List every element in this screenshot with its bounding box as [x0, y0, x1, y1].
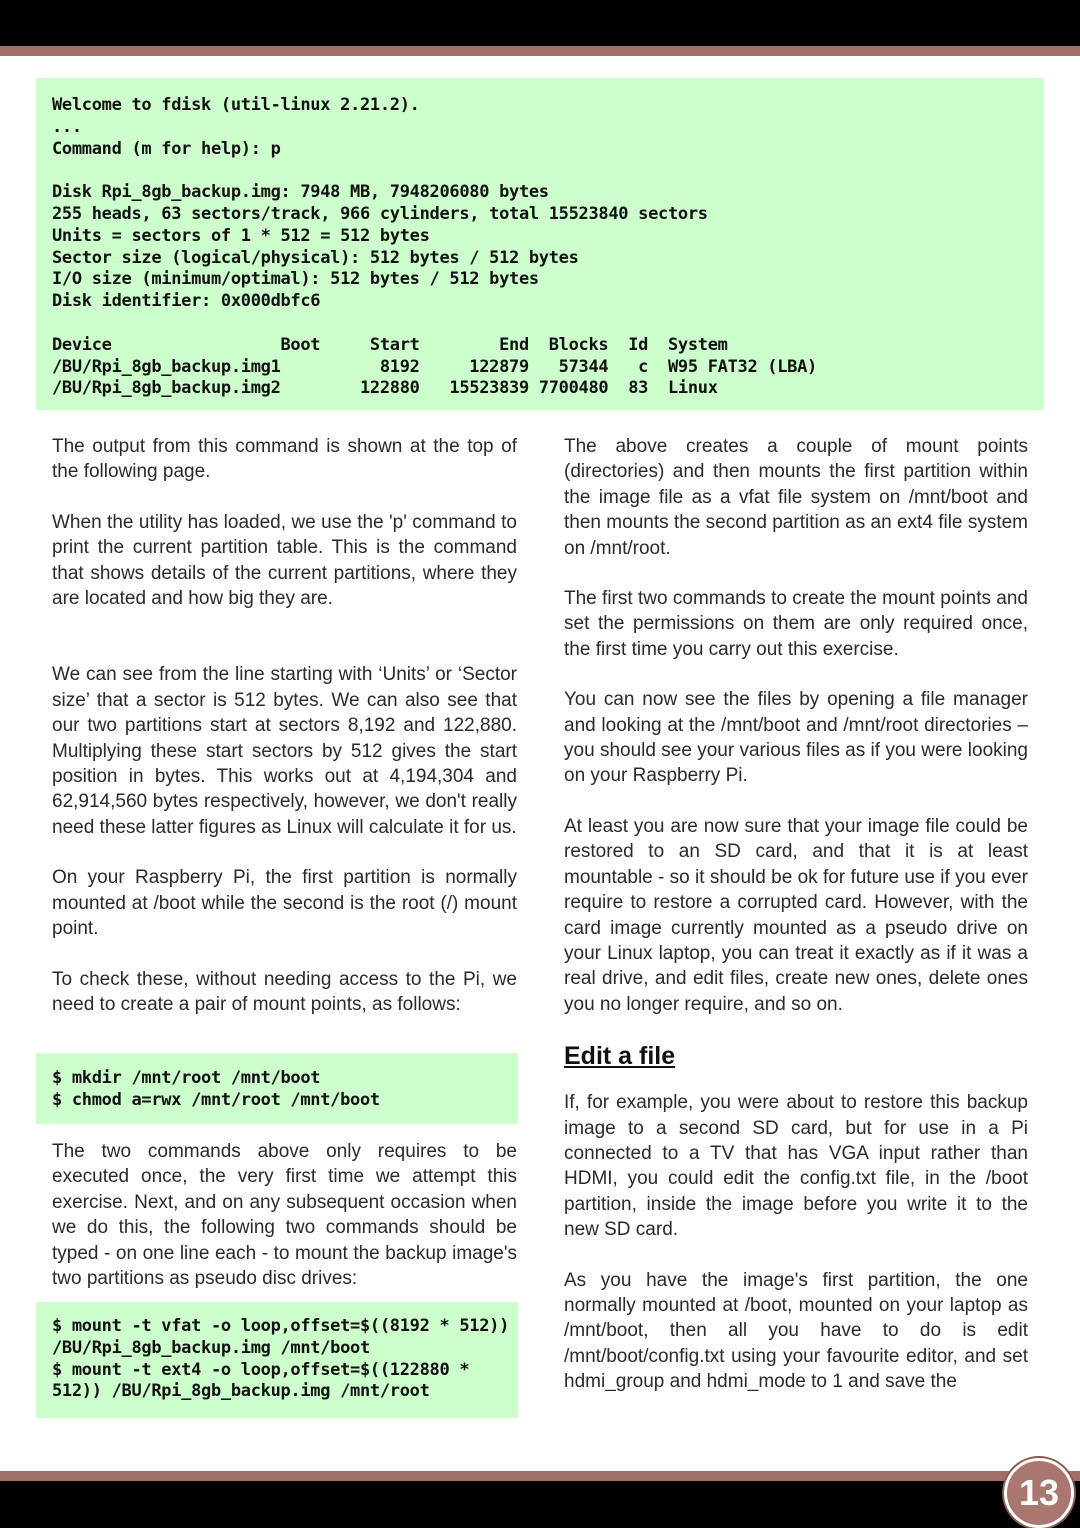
section-heading: Edit a file — [564, 1042, 676, 1071]
paragraph: At least you are now sure that your image file could be restored to an SD card, and that it is at least mountable - so it should be ok for future use if you ever require to restore a corrupted card. However, with the card image currently mounted as a pseudo drive on your Linux laptop, you can treat it exactly as if it was a real drive, and edit files, create new ones, delete ones you no longer require, and so on. — [564, 815, 1028, 1015]
top-accent-stripe — [0, 46, 1080, 56]
left-text-column — [52, 434, 517, 1017]
paragraph: To check these, without needing access to the Pi, we need to create a pair of mount points, as follows: — [52, 968, 517, 1015]
paragraph: We can see from the line starting with ‘Units’ or ‘Sector size’ that a sector is 512 bytes. We can also see that our two partitions start at sectors 8,192 and 122,880. Multiplying these start sectors by 512 gives the start position in bytes. This works out at 4,194,304 and 62,914,560 bytes respectively, however, we don't really need these latter figures as Linux will calculate it for us. — [52, 664, 517, 838]
paragraph: If, for example, you were about to restore this backup image to a second SD card, but for use in a Pi connected to a TV that has VGA input rather than HDMI, you could edit the config.txt file, in the /boot partition, inside the image before you write it to the new SD card. — [564, 1092, 1028, 1241]
paragraph: On your Raspberry Pi, the first partition is normally mounted at /boot while the second is the root (/) mount point. — [52, 867, 517, 940]
right-text-column — [564, 434, 1028, 1395]
paragraph: When the utility has loaded, we use the 'p' command to print the current partition table. This is the command that shows details of the current partitions, where they are located and how big they are. — [52, 511, 517, 610]
top-header-bar — [0, 0, 1080, 46]
paragraph: As you have the image's first partition, the one normally mounted at /boot, mounted on your laptop as /mnt/boot, then all you have to do is edit /mnt/boot/config.txt using your favourite editor, and set hdmi_group and hdmi_mode to 1 and save the — [564, 1269, 1028, 1393]
paragraph: The first two commands to create the mount points and set the permissions on them are only required once, the first time you carry out this exercise. — [564, 588, 1028, 660]
mkdir-code-block: $ mkdir /mnt/root /mnt/boot $ chmod a=rwx /mnt/root /mnt/boot — [36, 1053, 518, 1124]
paragraph: The above creates a couple of mount points (directories) and then mounts the first partition within the image file as a vfat file system on /mnt/boot and then mounts the second partition as an ext4 file system on /mnt/root. — [564, 436, 1028, 559]
page-number-badge: 13 — [1004, 1458, 1074, 1528]
paragraph: The output from this command is shown at the top of the following page. — [52, 436, 517, 483]
left-text-column-lower — [52, 1139, 517, 1291]
bottom-accent-stripe — [0, 1471, 1080, 1481]
paragraph: The two commands above only requires to be executed once, the very first time we attempt this exercise. Next, and on any subsequent occasion when we do this, the following two commands should be typed - on one line each - to mount the backup image's two partitions as pseudo disc drives: — [52, 1141, 517, 1290]
paragraph: You can now see the files by opening a file manager and looking at the /mnt/boot and /mnt/root directories – you should see your various files as if you were looking on your Raspberry Pi. — [564, 689, 1028, 787]
bottom-footer-bar — [0, 1481, 1080, 1528]
mount-code-block: $ mount -t vfat -o loop,offset=$((8192 * 512)) /BU/Rpi_8gb_backup.img /mnt/boot $ mount -t ext4 -o loop,offset=$((122880 * 512)) /BU/Rpi_8gb_backup.img /mnt/root — [36, 1302, 518, 1418]
fdisk-output-code-block: Welcome to fdisk (util-linux 2.21.2). ... Command (m for help): p Disk Rpi_8gb_backup.img: 7948 MB, 7948206080 bytes 255 heads, 63 sectors/track, 966 cylinders, total 15523840 sectors Units = sectors of 1 * 512 = 512 bytes Sector size (logical/physical): 512 bytes / 512 bytes I/O size (minimum/optimal): 512 bytes / 512 bytes Disk identifier: 0x000dbfc6 Device Boot Start End Blocks Id System /BU/Rpi_8gb_backup.img1 8192 122879 57344 c W95 FAT32 (LBA) /BU/Rpi_8gb_backup.img2 122880 15523839 7700480 83 Linux — [36, 78, 1044, 410]
